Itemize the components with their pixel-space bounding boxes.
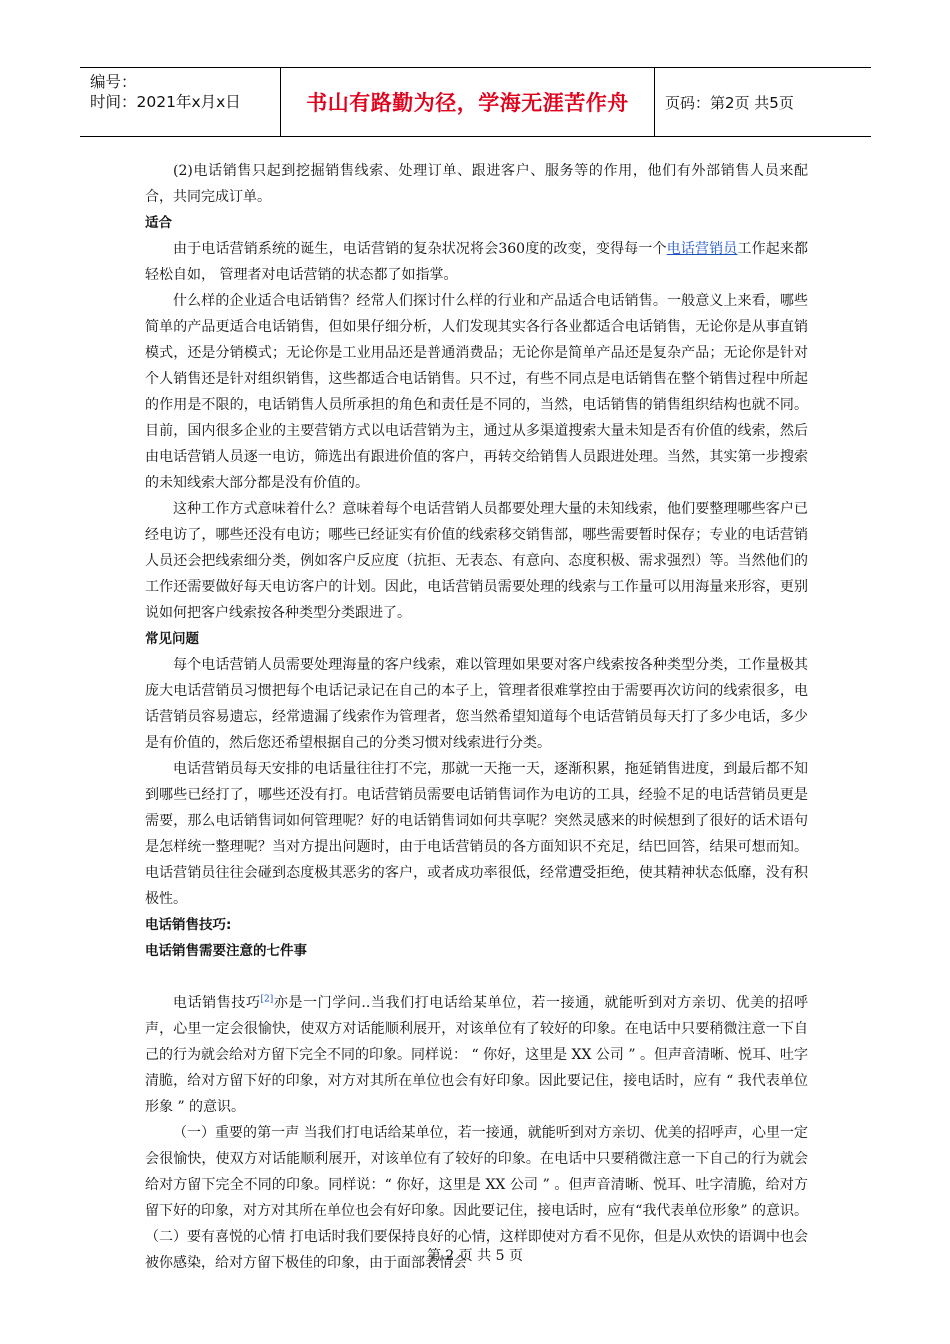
paragraph-text: 由于电话营销系统的诞生，电话营销的复杂状况将会360度的改变，变得每一个 xyxy=(173,241,667,257)
paragraph xyxy=(145,236,808,288)
paragraph: 每个电话营销人员需要处理海量的客户线索，难以管理如果要对客户线索按各种类型分类，工作量极其庞大电话营销员习惯把每个电话记录记在自己的本子上，管理者很难掌控由于需要再次访问的线索很多，电话营销员容易遗忘，经常遗漏了线索作为管理者，您当然希望知道每个电话营销员每天打了多少电话，多少是有价值的，然后您还希望根据自己的分类习惯对线索进行分类。 xyxy=(145,657,808,751)
section-heading-seven-things: 电话销售需要注意的七件事 xyxy=(145,943,307,959)
document-body xyxy=(145,158,808,1276)
paragraph-text: 电话销售技巧 xyxy=(173,995,261,1011)
paragraph: （一）重要的第一声 当我们打电话给某单位，若一接通，就能听到对方亲切、优美的招呼声，心里一定会很愉快，使双方对话能顺利展开，对该单位有了较好的印象。在电话中只要稍微注意一下自己的行为就会给对方留下完全不同的印象。同样说：“ 你好，这里是 XX 公司 ” 。但声音清晰、悦耳、吐字清脆，给对方留下好的印象，对方对其所在单位也会有好印象。因此要记住，接电话时，应有“我代表单位形象” 的意识。 （二）要有喜悦的心情 打电话时我们要保持良好的心情，这样即使对方看不见你，但是从欢快的语调中也会被你感染，给对方留下极佳的印象，由于面部表情会 xyxy=(145,1125,808,1271)
section-heading-problems: 常见问题 xyxy=(145,631,199,647)
document-date-label: 时间：2021年x月x日 xyxy=(90,93,241,111)
citation-ref-link[interactable]: [2] xyxy=(260,994,274,1005)
header-page-label: 页码：第2页 共5页 xyxy=(665,93,794,112)
header-meta xyxy=(80,68,281,136)
document-number-label: 编号： xyxy=(90,73,137,91)
paragraph: 这种工作方式意味着什么？意味着每个电话营销人员都要处理大量的未知线索，他们要整理哪些客户已经电访了，哪些还没有电访；哪些已经证实有价值的线索移交销售部，哪些需要暂时保存；专业的电话营销人员还会把线索细分类，例如客户反应度（抗拒、无表态、有意向、态度积极、需求强烈）等。当然他们的工作还需要做好每天电访客户的计划。因此，电话营销员需要处理的线索与工作量可以用海量来形容，更别说如何把客户线索按各种类型分类跟进了。 xyxy=(145,501,808,621)
page-footer: 第 2 页 共 5 页 xyxy=(426,1248,524,1264)
paragraph: (2)电话销售只起到挖掘销售线索、处理订单、跟进客户、服务等的作用，他们有外部销售人员来配合，共同完成订单。 xyxy=(145,163,808,205)
header-motto: 书山有路勤为径，学海无涯苦作舟 xyxy=(281,68,655,136)
paragraph: 什么样的企业适合电话销售？经常人们探讨什么样的行业和产品适合电话销售。一般意义上来看，哪些简单的产品更适合电话销售，但如果仔细分析，人们发现其实各行各业都适合电话销售，无论你是从事直销模式，还是分销模式；无论你是工业用品还是普通消费品；无论你是简单产品还是复杂产品；无论你是针对个人销售还是针对组织销售，这些都适合电话销售。只不过，有些不同点是电话销售在整个销售过程中所起的作用是不限的，电话销售人员所承担的角色和责任是不同的，当然，电话销售的销售组织结构也就不同。目前，国内很多企业的主要营销方式以电话营销为主，通过从多渠道搜索大量未知是否有价值的线索，然后由电话营销人员逐一电访，筛选出有跟进价值的客户，再转交给销售人员跟进处理。当然，其实第一步搜索的未知线索大部分都是没有价值的。 xyxy=(145,293,808,491)
paragraph-text: 工作起来都轻松自如， 管理者对电话营销的状态都了如指掌。 xyxy=(145,241,809,283)
paragraph-text: 亦是一门学问..当我们打电话给某单位，若一接通，就能听到对方亲切、优美的招呼声，心里一定会很愉快，使双方对话能顺利展开，对该单位有了较好的印象。在电话中只要稍微注意一下自己的行为就会给对方留下完全不同的印象。同样说： “ 你好，这里是 XX 公司 ” 。但声音清晰、悦耳、吐字清脆，给对方留下好的印象，对方对其所在单位也会有好印象。因此要记住，接电话时，应有 “ 我代表单位形象 ” 的意识。 xyxy=(145,995,809,1115)
page-header xyxy=(80,67,871,137)
section-heading-fit: 适合 xyxy=(145,215,172,231)
paragraph: 电话营销员每天安排的电话量往往打不完，那就一天拖一天，逐渐积累，拖延销售进度，到最后都不知到哪些已经打了，哪些还没有打。电话营销员需要电话销售词作为电访的工具，经验不足的电话营销员更是需要，那么电话销售词如何管理呢？好的电话销售词如何共享呢？突然灵感来的时候想到了很好的话术语句是怎样统一整理呢？当对方提出问题时，由于电话营销员的各方面知识不充足，结巴回答，结果可想而知。电话营销员往往会碰到态度极其恶劣的客户，或者成功率很低，经常遭受拒绝，使其精神状态低靡，没有积极性。 xyxy=(145,761,808,907)
telemarketer-link[interactable]: 电话营销员 xyxy=(666,241,738,257)
section-heading-tips: 电话销售技巧: xyxy=(145,917,232,933)
paragraph xyxy=(145,990,808,1120)
spacer xyxy=(145,964,808,990)
